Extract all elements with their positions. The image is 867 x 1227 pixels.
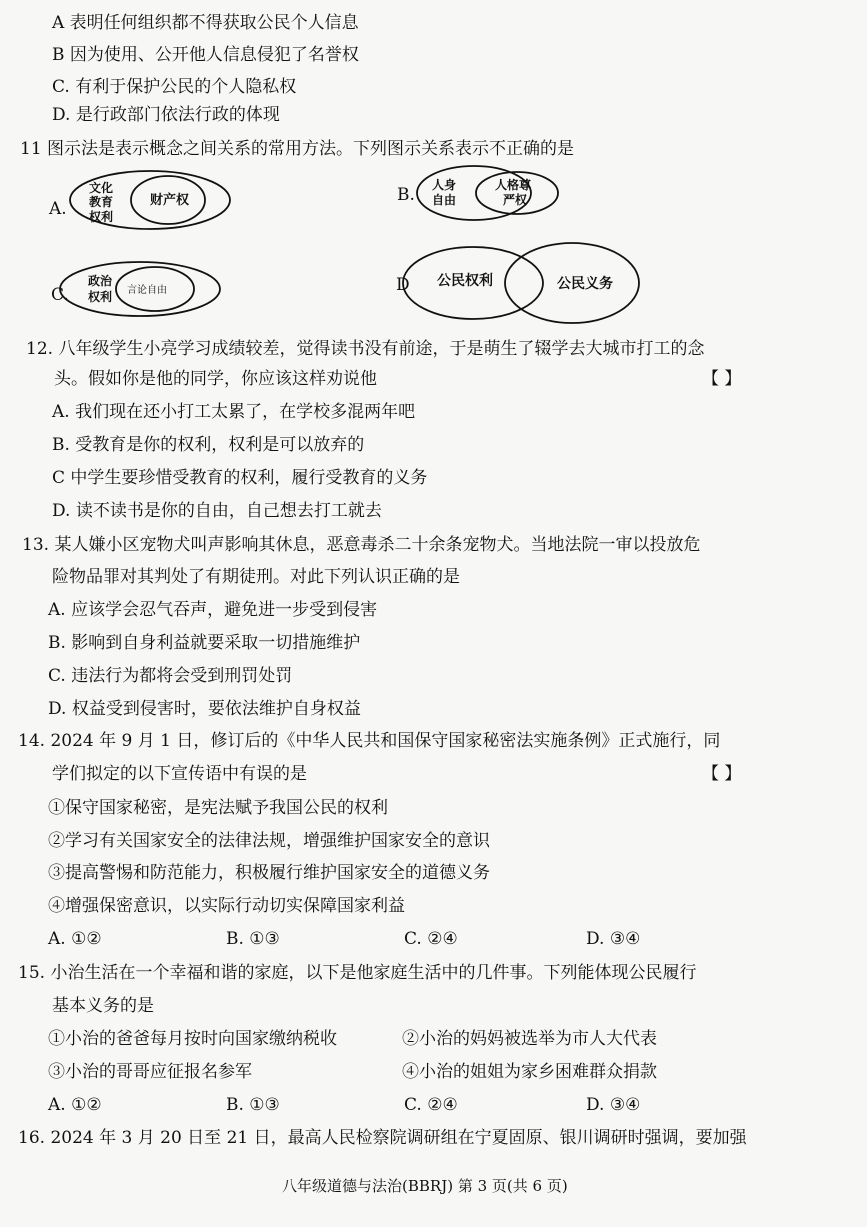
diagram-a-outer-line1: 文化 <box>89 181 114 195</box>
q12-answer-box: 【 】 <box>702 369 742 389</box>
diagram-c-outer-line1: 政治 <box>88 274 113 288</box>
q11-stem: 11 图示法是表示概念之间关系的常用方法。下列图示关系表示不正确的是 <box>20 139 575 159</box>
diagram-c-outer-line2: 权利 <box>88 290 113 304</box>
diagram-a-outer-line2: 教育 <box>89 195 114 209</box>
q10-option-c: C. 有利于保护公民的个人隐私权 <box>52 77 297 97</box>
q12-stem-line2: 头。假如你是他的同学，你应该这样劝说他 <box>54 369 377 389</box>
q14-option-c: C. ②④ <box>404 929 458 949</box>
q11-label-a: A. <box>49 199 67 219</box>
diagram-b-inner-line1: 人格尊 <box>495 178 532 192</box>
q10-option-a: A 表明任何组织都不得获取公民个人信息 <box>52 13 359 33</box>
diagram-c-inner-label: 言论自由 <box>127 285 167 296</box>
q14-option-a: A. ①② <box>48 929 102 949</box>
q15-option-c: C. ②④ <box>404 1095 458 1115</box>
q11-label-c: C. <box>51 285 69 305</box>
q13-stem-line2: 险物品罪对其判处了有期徒刑。对此下列认识正确的是 <box>52 567 460 587</box>
q15-item-2: ②小治的妈妈被选举为市人大代表 <box>402 1029 657 1049</box>
q15-item-3: ③小治的哥哥应征报名参军 <box>48 1062 252 1082</box>
diagram-b-outer-line1: 人身 <box>432 178 457 192</box>
q13-option-c: C. 违法行为都将会受到刑罚处罚 <box>48 666 293 686</box>
q12-stem-line1: 12. 八年级学生小亮学习成绩较差，觉得读书没有前途，于是萌生了辍学去大城市打工的念 <box>26 339 705 359</box>
diagram-b-inner-line2: 严权 <box>503 193 528 207</box>
diagram-b-outer-line2: 自由 <box>432 193 457 207</box>
q13-option-a: A. 应该学会忍气吞声，避免进一步受到侵害 <box>48 600 378 620</box>
q14-item-4: ④增强保密意识，以实际行动切实保障国家利益 <box>48 896 405 916</box>
diagram-a-outer-line3: 权利 <box>89 210 114 224</box>
q11-label-d: D <box>396 275 410 295</box>
q13-stem-line1: 13. 某人嫌小区宠物犬叫声影响其休息，恶意毒杀二十余条宠物犬。当地法院一审以投放危 <box>22 535 701 555</box>
q12-option-d: D. 读不读书是你的自由，自己想去打工就去 <box>52 501 382 521</box>
q10-option-b: B 因为使用、公开他人信息侵犯了名誉权 <box>52 45 359 65</box>
q12-option-c: C 中学生要珍惜受教育的权利，履行受教育的义务 <box>52 468 428 488</box>
q14-stem-line2: 学们拟定的以下宣传语中有误的是 <box>52 764 307 784</box>
q14-item-3: ③提高警惕和防范能力，积极履行维护国家安全的道德义务 <box>48 863 490 883</box>
diagram-d-right-label: 公民义务 <box>557 276 613 292</box>
q12-option-a: A. 我们现在还小打工太累了，在学校多混两年吧 <box>52 402 416 422</box>
q15-option-d: D. ③④ <box>586 1095 641 1115</box>
q15-item-1: ①小治的爸爸每月按时向国家缴纳税收 <box>48 1029 337 1049</box>
q15-option-a: A. ①② <box>48 1095 102 1115</box>
q14-answer-box: 【 】 <box>702 764 742 784</box>
diagram-a-inner-label: 财产权 <box>150 193 190 208</box>
q11-label-b: B. <box>397 185 415 205</box>
q15-stem-line1: 15. 小治生活在一个幸福和谐的家庭，以下是他家庭生活中的几件事。下列能体现公民履行 <box>18 963 697 983</box>
q12-option-b: B. 受教育是你的权利，权利是可以放弃的 <box>52 435 365 455</box>
q15-item-4: ④小治的姐姐为家乡困难群众捐款 <box>402 1062 657 1082</box>
q14-stem-line1: 14. 2024 年 9 月 1 日，修订后的《中华人民共和国保守国家秘密法实施条例》正式施行，同 <box>18 731 721 751</box>
q14-option-b: B. ①③ <box>226 929 280 949</box>
q15-stem-line2: 基本义务的是 <box>52 996 154 1016</box>
q14-option-d: D. ③④ <box>586 929 641 949</box>
q13-option-d: D. 权益受到侵害时，要依法维护自身权益 <box>48 699 361 719</box>
q13-option-b: B. 影响到自身利益就要采取一切措施维护 <box>48 633 361 653</box>
diagram-d-left-label: 公民权利 <box>437 273 493 289</box>
q15-option-b: B. ①③ <box>226 1095 280 1115</box>
q14-item-2: ②学习有关国家安全的法律法规，增强维护国家安全的意识 <box>48 831 490 851</box>
page-footer: 八年级道德与法治(BBRJ) 第 3 页(共 6 页) <box>282 1177 568 1195</box>
q14-item-1: ①保守国家秘密，是宪法赋予我国公民的权利 <box>48 798 388 818</box>
q16-stem-line1: 16. 2024 年 3 月 20 日至 21 日，最高人民检察院调研组在宁夏固原、银川调研时强调，要加强 <box>18 1128 747 1148</box>
q10-option-d: D. 是行政部门依法行政的体现 <box>52 105 280 125</box>
